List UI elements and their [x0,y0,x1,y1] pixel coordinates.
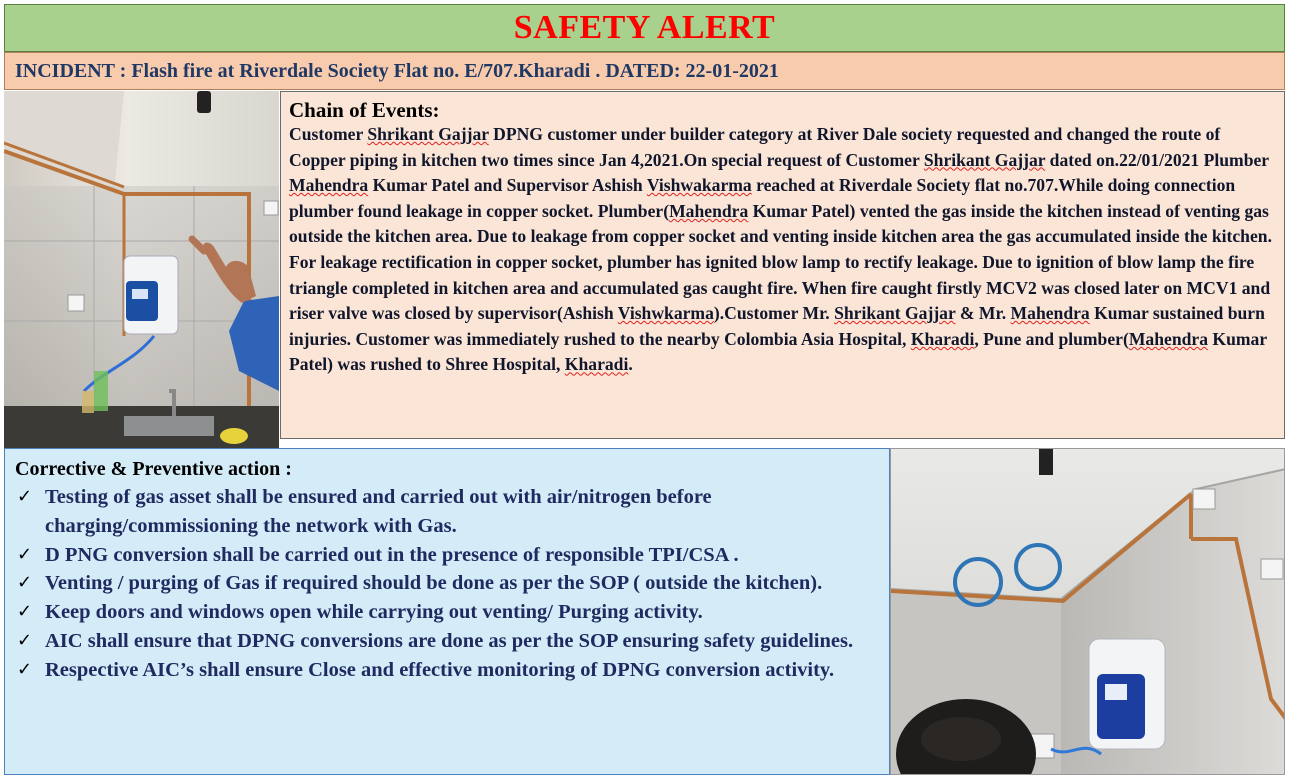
incident-text: INCIDENT : Flash fire at Riverdale Society Flat no. E/707.Kharadi . DATED: 22-01-2021 [15,59,779,82]
capa-item-text: Venting / purging of Gas if required should be done as per the SOP ( outside the kitchen). [45,572,823,595]
capa-item [15,483,879,541]
capa-heading: Corrective & Preventive action : [15,458,292,480]
underlined-name: Shrikant Gajjar [367,124,489,144]
incident-banner [4,52,1285,90]
incident-photo-kitchen-corner [890,448,1285,775]
capa-item [15,569,879,598]
capa-item [15,656,879,685]
checkmark-icon: ✓ [17,658,33,680]
capa-item-text: Keep doors and windows open while carrying out venting/ Purging activity. [45,601,703,624]
capa-item-text: AIC shall ensure that DPNG conversions are done as per the SOP ensuring safety guidelines. [45,629,854,652]
checkmark-icon: ✓ [17,629,33,651]
corrective-preventive-panel [4,448,890,775]
underlined-name: Mahendra [289,175,369,196]
underlined-name: Shrikant Gajjar [834,303,956,324]
capa-item [15,598,879,627]
title-banner [4,4,1285,52]
checkmark-icon: ✓ [17,543,33,565]
page-title: SAFETY ALERT [513,9,776,46]
capa-item [15,627,879,656]
underlined-name: Mahendra [1128,328,1208,349]
underlined-name: Shrikant Gajjar [923,149,1046,170]
underlined-name: Mahendra [1010,303,1090,324]
checkmark-icon: ✓ [17,601,33,623]
capa-item-text: D PNG conversion shall be carried out in the presence of responsible TPI/CSA . [45,543,739,566]
chain-of-events-heading: Chain of Events: [289,98,440,122]
chain-of-events-panel [280,91,1285,439]
underlined-name: Mahendra [669,200,749,221]
checkmark-icon: ✓ [17,486,33,507]
capa-item-text: Testing of gas asset shall be ensured and carried out with air/nitrogen before charging/commissioning the network with Gas. [45,486,712,537]
chain-of-events-text: Customer Shrikant Gajjar DPNG customer under builder category at River Dale society requested and changed the route of Copper piping in kitchen two times since Jan 4,2021.On special request of Customer Shrikant Gajjar dated on.22/01/2021 Plumber Mahendra Kumar Patel and Supervisor Ashish Vishwakarma reached at Riverdale Society flat no.707.While doing connection plumber found leakage in copper socket. Plumber(Mahendra Kumar Patel) vented the gas inside the kitchen instead of venting gas outside the kitchen area. Due to leakage from copper socket and venting inside kitchen area the gas accumulated inside the kitchen. For leakage rectification in copper socket, plumber has ignited blow lamp to rectify leakage. Due to ignition of blow lamp the fire triangle completed in kitchen area and accumulated gas caught fire. When fire caught firstly MCV2 was closed later on MCV1 and riser valve was closed by supervisor(Ashish Vishwkarma).Customer Mr. Shrikant Gajjar & Mr. Mahendra Kumar sustained burn injuries. Customer was immediately rushed to the nearby Colombia Asia Hospital, Kharadi, Pune and plumber(Mahendra Kumar Patel) was rushed to Shree Hospital, Kharadi. [289,124,1272,375]
underlined-name: Kharadi [564,354,629,375]
incident-photo-kitchen-wall [4,91,279,448]
underlined-name: Vishwkarma [617,303,714,324]
checkmark-icon: ✓ [17,572,33,594]
underlined-name: Kharadi [910,328,975,349]
capa-item [15,541,879,570]
capa-item-text: Respective AIC’s shall ensure Close and effective monitoring of DPNG conversion activity. [45,658,835,681]
capa-list [15,483,879,685]
underlined-name: Vishwakarma [646,175,752,196]
